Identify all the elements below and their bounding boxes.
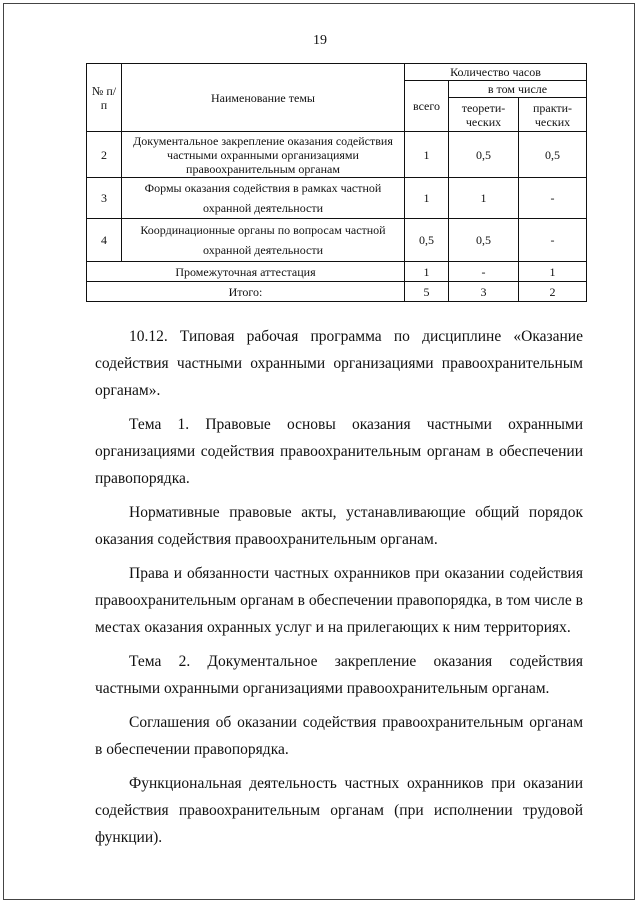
paragraph: Нормативные правовые акты, устанавливающие общий порядок оказания содействия правоохранительным органам.: [95, 504, 583, 548]
summary-row: [87, 282, 587, 302]
attestation-practice: 1: [519, 262, 587, 282]
row-total: 1: [405, 178, 449, 219]
row-name: Формы оказания содействия в рамках частной охранной деятельности: [122, 178, 405, 219]
table-row: [87, 132, 587, 178]
header-num: № п/п: [87, 64, 122, 132]
paragraph: Права и обязанности частных охранников при оказании содействия правоохранительным органам в обеспечении правопорядка, в том числе в местах оказания охранных услуг и на прилегающих к ним территориях.: [95, 565, 583, 636]
row-theory: 0,5: [449, 219, 519, 262]
row-practice: -: [519, 178, 587, 219]
summary-label: Итого:: [87, 282, 405, 302]
row-total: 0,5: [405, 219, 449, 262]
attestation-row: [87, 262, 587, 282]
paragraph: Соглашения об оказании содействия правоохранительным органам в обеспечении правопорядка.: [95, 714, 583, 758]
header-hours: Количество часов: [405, 64, 587, 81]
table-row: [87, 178, 587, 219]
header-practice: практи-ческих: [519, 98, 587, 132]
row-practice: -: [519, 219, 587, 262]
row-num: 2: [87, 132, 122, 178]
row-num: 4: [87, 219, 122, 262]
header-incl: в том числе: [449, 81, 587, 98]
attestation-total: 1: [405, 262, 449, 282]
summary-practice: 2: [519, 282, 587, 302]
summary-theory: 3: [449, 282, 519, 302]
topic-heading: Тема 2. Документальное закрепление оказания содействия частными охранными организациями правоохранительным органам.: [95, 653, 583, 697]
section-heading: 10.12. Типовая рабочая программа по дисциплине «Оказание содействия частными охранными организациями правоохранительным органам».: [95, 328, 583, 399]
paragraph: Функциональная деятельность частных охранников при оказании содействия правоохранительным органам (при исполнении трудовой функции).: [95, 775, 583, 846]
document-body: [95, 323, 583, 858]
header-total: всего: [405, 81, 449, 132]
row-theory: 0,5: [449, 132, 519, 178]
row-name: Документальное закрепление оказания содействия частными охранными организациями правоохранительным органам: [122, 132, 405, 178]
summary-total: 5: [405, 282, 449, 302]
attestation-label: Промежуточная аттестация: [87, 262, 405, 282]
row-practice: 0,5: [519, 132, 587, 178]
row-total: 1: [405, 132, 449, 178]
table-header-row: [87, 64, 587, 81]
header-name: Наименование темы: [122, 64, 405, 132]
header-theory: теорети-ческих: [449, 98, 519, 132]
hours-table: [86, 63, 587, 302]
topic-heading: Тема 1. Правовые основы оказания частными охранными организациями содействия правоохранительным органам в обеспечении правопорядка.: [95, 416, 583, 487]
row-num: 3: [87, 178, 122, 219]
page-number: 19: [313, 33, 327, 48]
attestation-theory: -: [449, 262, 519, 282]
table-row: [87, 219, 587, 262]
row-name: Координационные органы по вопросам частной охранной деятельности: [122, 219, 405, 262]
row-theory: 1: [449, 178, 519, 219]
